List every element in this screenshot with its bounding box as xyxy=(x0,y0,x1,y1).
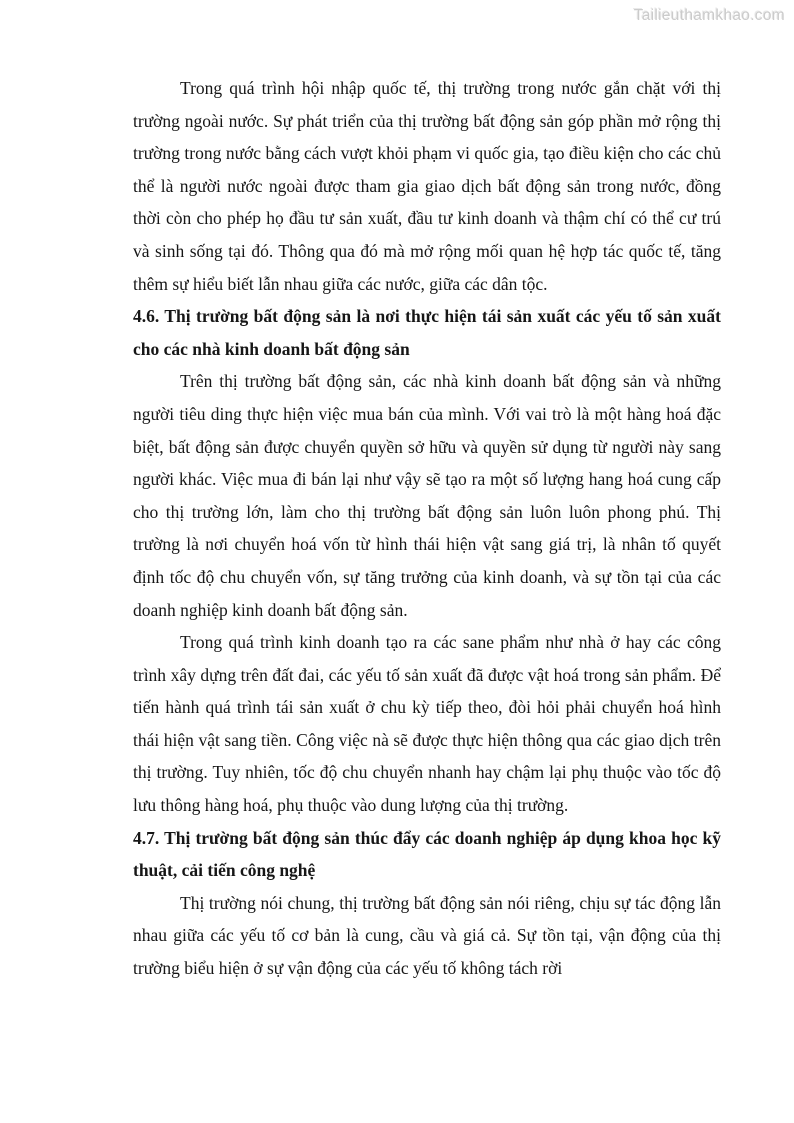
paragraph-reproduction-factors: Trên thị trường bất động sản, các nhà kinh doanh bất động sản và những người tiêu ding thực hiện việc mua bán của mình. Với vai trò là một hàng hoá đặc biệt, bất động sản được chuyển quyền sở hữu và quyền sử dụng từ người này sang người khác. Việc mua đi bán lại như vậy sẽ tạo ra một số lượng hang hoá cung cấp cho thị trường lớn, làm cho thị trường bất động sản luôn luôn phong phú. Thị trường là nơi chuyển hoá vốn từ hình thái hiện vật sang giá trị, là nhân tố quyết định tốc độ chu chuyển vốn, sự tăng trưởng của kinh doanh, và sự tồn tại của các doanh nghiệp kinh doanh bất động sản. xyxy=(133,371,721,620)
section-heading-4-6: 4.6. Thị trường bất động sản là nơi thực hiện tái sản xuất các yếu tố sản xuất cho các nhà kinh doanh bất động sản xyxy=(133,306,721,359)
paragraph-market-integration: Trong quá trình hội nhập quốc tế, thị trường trong nước gắn chặt với thị trường ngoài nước. Sự phát triển của thị trường bất động sản góp phần mở rộng thị trường trong nước bằng cách vượt khỏi phạm vi quốc gia, tạo điều kiện cho các chủ thể là người nước ngoài được tham gia giao dịch bất động sản trong nước, đồng thời còn cho phép họ đầu tư sản xuất, đầu tư kinh doanh và thậm chí có thể cư trú và sinh sống tại đó. Thông qua đó mà mở rộng mối quan hệ hợp tác quốc tế, tăng thêm sự hiểu biết lẫn nhau giữa các nước, giữa các dân tộc. xyxy=(133,78,721,294)
document-page-content xyxy=(133,72,721,985)
paragraph-supply-demand-price: Thị trường nói chung, thị trường bất động sản nói riêng, chịu sự tác động lẫn nhau giữa các yếu tố cơ bản là cung, cầu và giá cả. Sự tồn tại, vận động của thị trường biểu hiện ở sự vận động của các yếu tố không tách rời xyxy=(133,892,721,979)
paragraph-business-cycle: Trong quá trình kinh doanh tạo ra các sane phẩm như nhà ở hay các công trình xây dựng trên đất đai, các yếu tố sản xuất đã được vật hoá trong sản phẩm. Để tiến hành quá trình tái sản xuất ở chu kỳ tiếp theo, đòi hỏi phải chuyển hoá hình thái hiện vật sang tiền. Công việc nà sẽ được thực hiện thông qua các giao dịch trên thị trường. Tuy nhiên, tốc độ chu chuyển nhanh hay chậm lại phụ thuộc vào tốc độ lưu thông hàng hoá, phụ thuộc vào dung lượng của thị trường. xyxy=(133,632,721,816)
section-heading-4-7: 4.7. Thị trường bất động sản thúc đẩy các doanh nghiệp áp dụng khoa học kỹ thuật, cải tiến công nghệ xyxy=(133,827,721,881)
watermark: Tailieuthamkhao.com xyxy=(633,7,785,24)
